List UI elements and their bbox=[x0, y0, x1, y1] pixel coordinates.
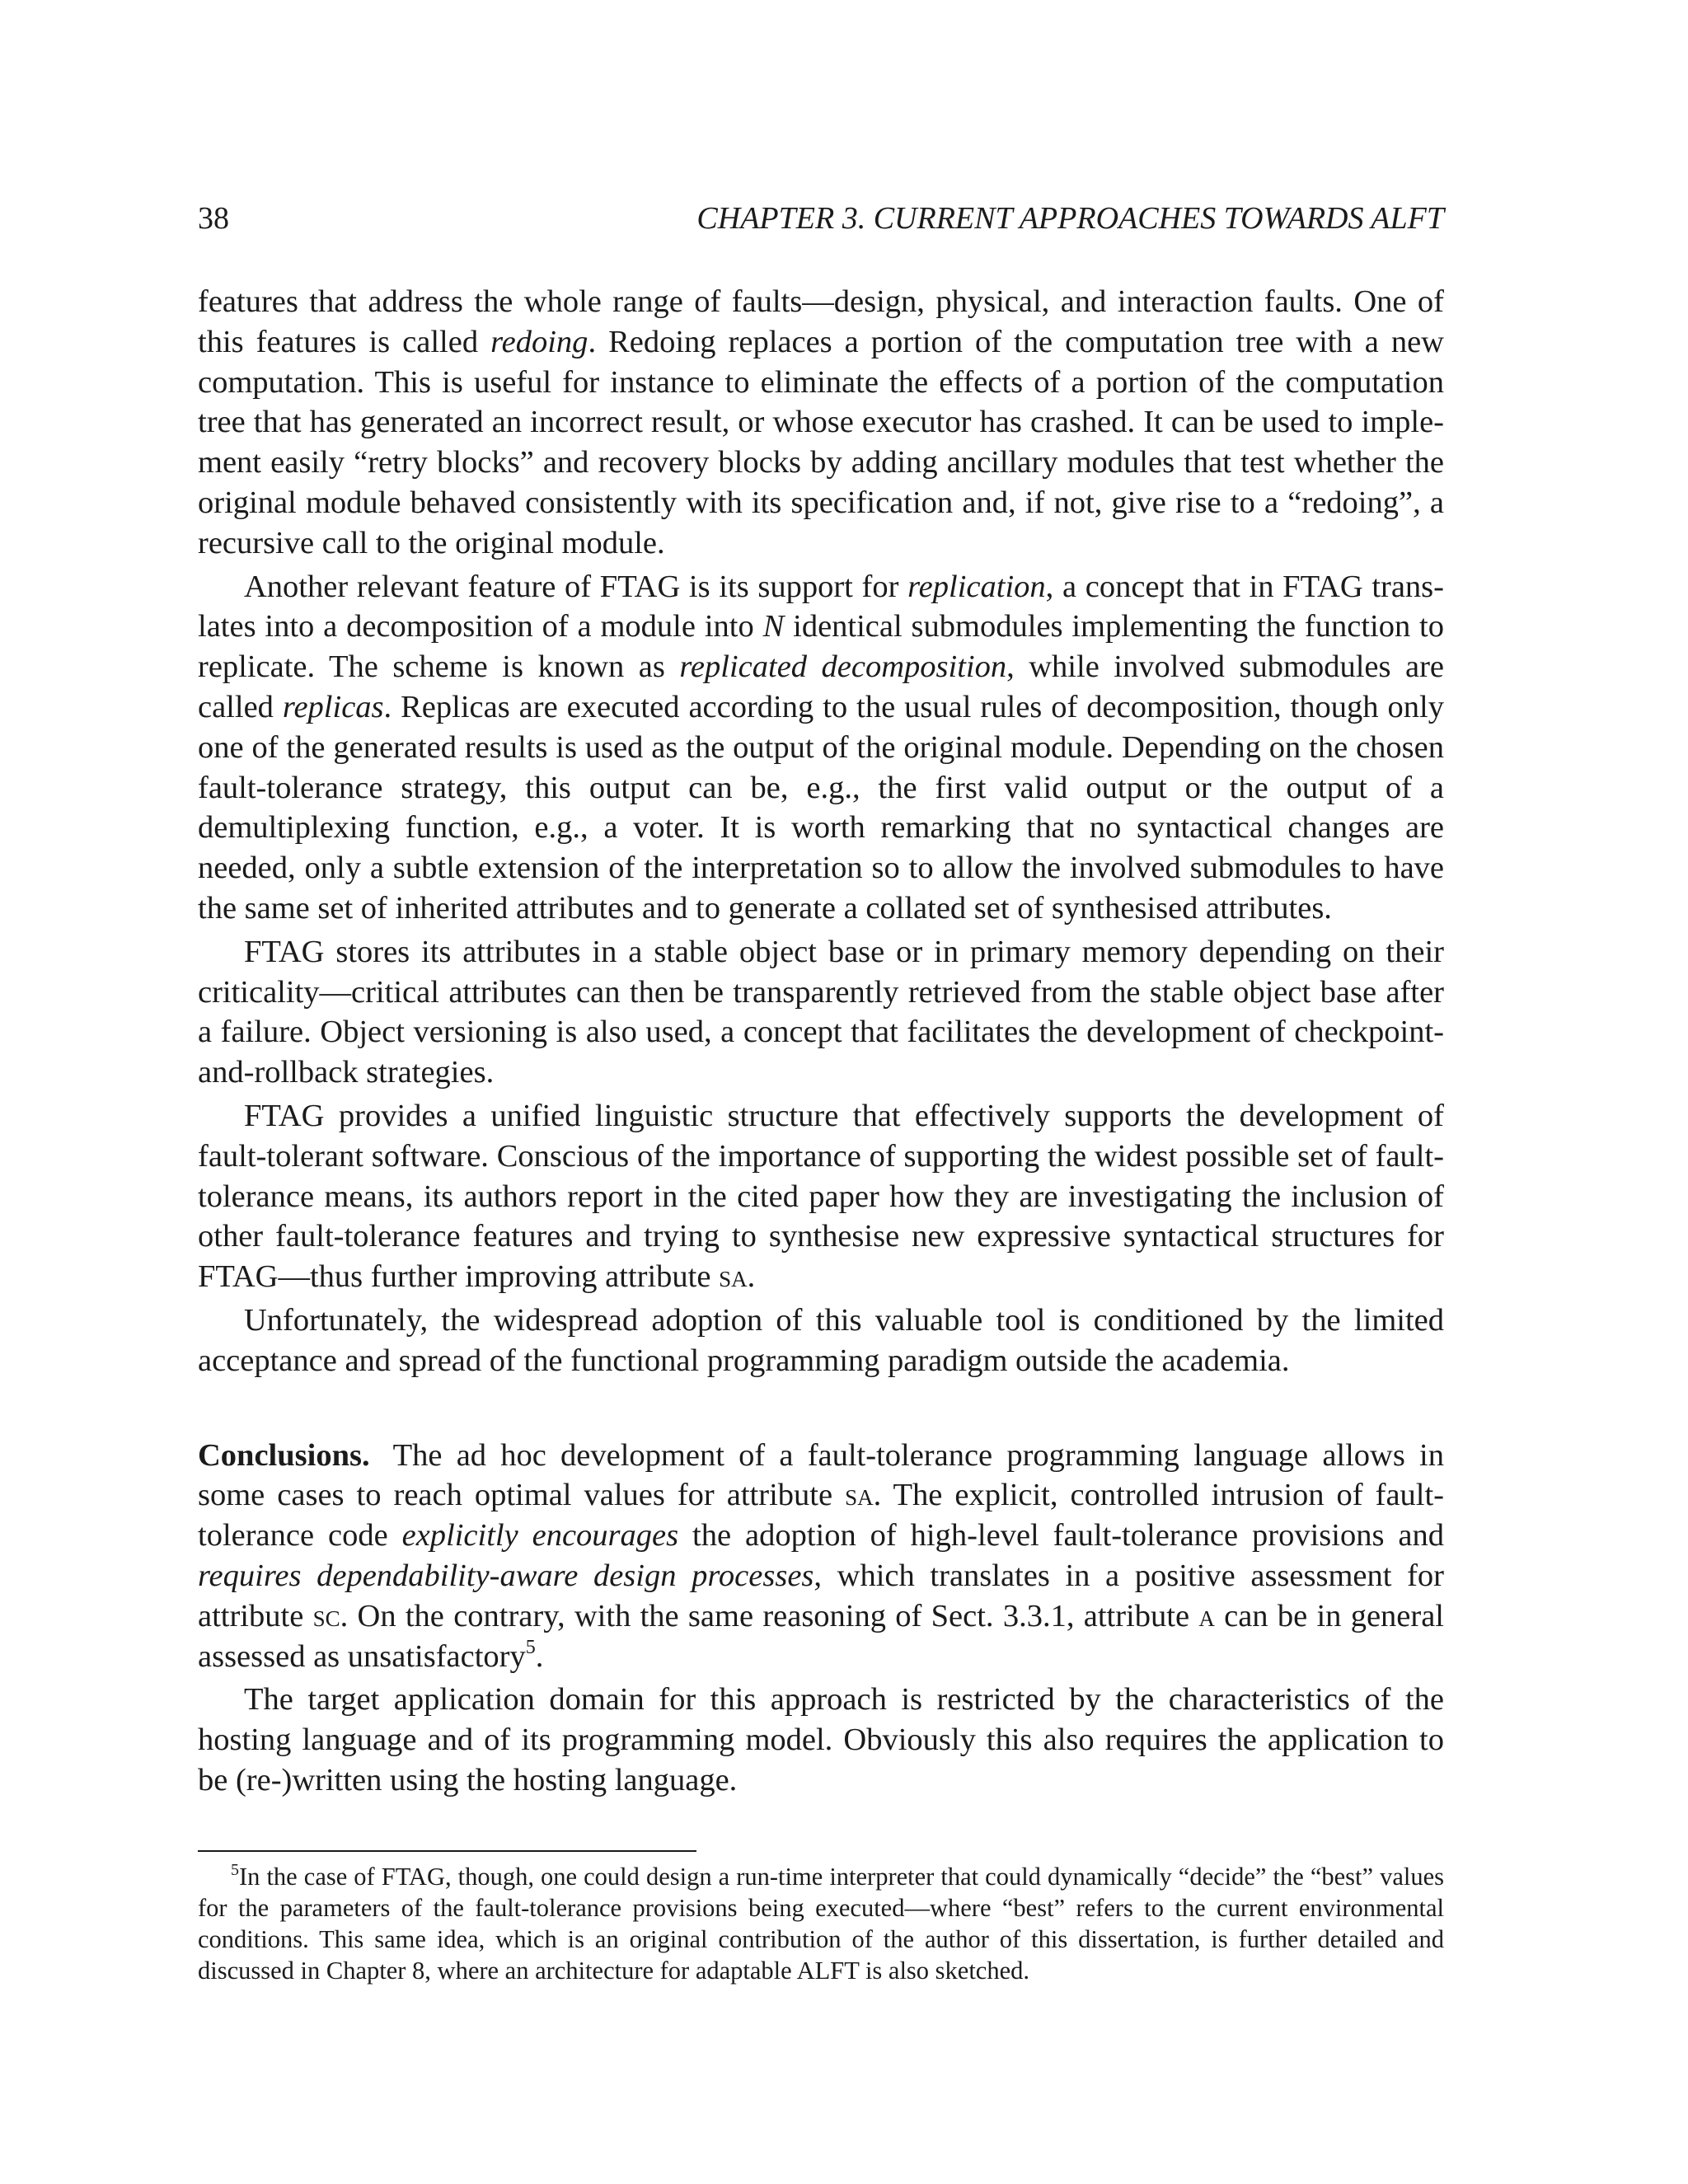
paragraph-replication bbox=[198, 567, 1444, 929]
text-run: , a concept that in FTAG translates into a decomposition of a module into bbox=[198, 569, 1444, 644]
text-run: . bbox=[747, 1259, 756, 1295]
attribute-sa: sa bbox=[845, 1478, 874, 1513]
math-variable-n: N bbox=[762, 609, 785, 644]
paragraph-linguistic-structure bbox=[198, 1096, 1444, 1297]
attribute-a: a bbox=[1198, 1598, 1215, 1633]
text-run: . On the contrary, with the same reasoning of Sect. 3.3.1, attribute bbox=[340, 1598, 1199, 1633]
attribute-sc: sc bbox=[312, 1598, 340, 1633]
text-run: can be in general assessed as unsatisfactory bbox=[198, 1598, 1444, 1674]
emphasis-replicas: replicas bbox=[282, 689, 384, 724]
text-run: . The explicit, controlled intrusion of fault-tolerance code bbox=[198, 1478, 1444, 1554]
footnote-separator bbox=[198, 1850, 696, 1852]
emphasis-explicitly-encourages: explicitly encourages bbox=[401, 1518, 679, 1554]
page-number: 38 bbox=[198, 201, 229, 236]
text-run: . bbox=[535, 1638, 544, 1674]
paragraph-attributes-storage: FTAG stores its attributes in a stable object base or in primary memory depending on their criticality—critical attributes can then be transparently retrieved from the stable object base after a failure. Object versioning is also used, a concept that facilitates the development of checkpoint-and-rollback strategies. bbox=[198, 934, 1444, 1090]
text-run: Another relevant feature of FTAG is its support for bbox=[244, 569, 908, 604]
running-header bbox=[198, 198, 1444, 239]
text-run: identical submodules implementing the function to replicate. The scheme is known as bbox=[198, 609, 1445, 685]
body-text bbox=[198, 282, 1444, 1801]
paragraph-redoing bbox=[198, 282, 1444, 564]
conclusions-heading: Conclusions. bbox=[198, 1437, 370, 1473]
attribute-sa: sa bbox=[719, 1259, 748, 1295]
paragraph-target-domain: The target application domain for this approach is restricted by the characteristics of the hosting language and of its programming model. Obviously this also requires the application to be (re-)written using the hosting language. bbox=[198, 1682, 1444, 1797]
emphasis-dependability-aware: requires dependability-aware design processes bbox=[198, 1558, 814, 1593]
paragraph-conclusions bbox=[198, 1436, 1444, 1677]
footnote-mark: 5 bbox=[231, 1861, 239, 1879]
emphasis-replicated-decomposition: replicated decomposition bbox=[679, 649, 1007, 685]
paragraph-adoption: Unfortunately, the widespread adoption of this valuable tool is conditioned by the limited acceptance and spread of the functional programming paradigm outside the academia. bbox=[198, 1302, 1444, 1378]
text-run: , which translates in a positive assessment for attribute bbox=[198, 1558, 1444, 1633]
footnote-reference[interactable]: 5 bbox=[525, 1636, 536, 1658]
text-run: the adoption of high-level fault-tolerance provisions and bbox=[678, 1518, 1444, 1554]
emphasis-redoing: redoing bbox=[490, 324, 588, 359]
footnote bbox=[198, 1861, 1444, 1986]
text-run: The ad hoc development of a fault-tolerance programming language allows in some cases to reach optimal values for attribute bbox=[198, 1437, 1444, 1513]
text-run: . Replicas are executed according to the usual rules of decomposition, though only one of the generated results is used as the output of the original module. Depending on the chosen fault-tolerance strategy, this output can be, e.g., the first valid output or the output of a demultiplexing function, e.g., a voter. It is worth remarking that no syntactical changes are needed, only a subtle extension of the interpretation so to allow the involved submodules to have the same set of inherited attributes and to generate a collated set of synthesised attributes. bbox=[198, 689, 1444, 926]
text-run: , while involved submodules are called bbox=[198, 649, 1444, 724]
chapter-title: CHAPTER 3. CURRENT APPROACHES TOWARDS ALFT bbox=[696, 201, 1444, 236]
emphasis-replication: replication bbox=[907, 569, 1046, 604]
text-run: . Redoing replaces a portion of the computation tree with a new computation. This is useful for instance to eliminate the effects of a portion of the computation tree that has generated an incorrect result, or whose executor has crashed. It can be used to implement easily “retry blocks” and recovery blocks by adding ancillary modules that test whether the original module behaved consistently with its specification and, if not, give rise to a “redoing”, a recursive call to the original module. bbox=[198, 324, 1444, 560]
text-run: FTAG provides a unified linguistic structure that effectively supports the development of fault-tolerant software. Conscious of the importance of supporting the widest possible set of fault-tolerance means, its authors report in the cited paper how they are investigating the inclusion of other fault-tolerance features and trying to synthesise new expressive syntactical structures for FTAG—thus further improving attribute bbox=[198, 1098, 1444, 1295]
footnote-text: In the case of FTAG, though, one could design a run-time interpreter that could dynamically “decide” the “best” values for the parameters of the fault-tolerance provisions being executed—where “best” refers to the current environmental conditions. This same idea, which is an original contribution of the author of this dissertation, is further detailed and discussed in Chapter 8, where an architecture for adaptable ALFT is also sketched. bbox=[198, 1863, 1444, 1985]
text-run: features that address the whole range of faults—design, physical, and interaction faults. One of this features is called bbox=[198, 284, 1444, 359]
